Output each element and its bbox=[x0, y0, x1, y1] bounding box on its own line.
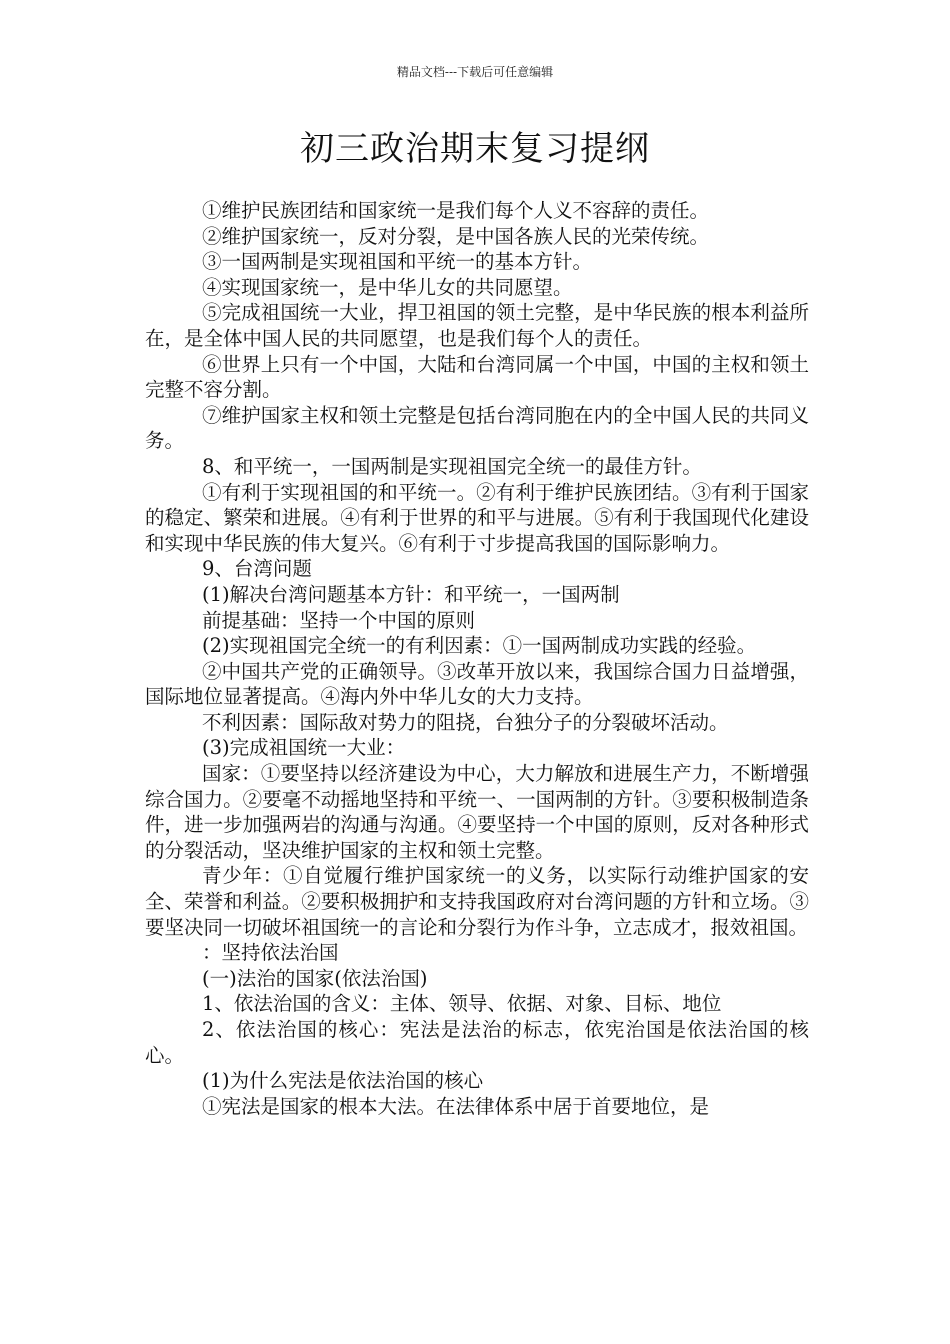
paragraph: ②中国共产党的正确领导。③改革开放以来，我国综合国力日益增强，国际地位显著提高。④海内外中华儿女的大力支持。 bbox=[145, 659, 809, 709]
paragraph: (2)实现祖国完全统一的有利因素：①一国两制成功实践的经验。 bbox=[202, 634, 757, 658]
paragraph: ③一国两制是实现祖国和平统一的基本方针。 bbox=[202, 250, 593, 274]
paragraph: 前提基础：坚持一个中国的原则 bbox=[202, 608, 476, 632]
paragraph: (1)解决台湾问题基本方针：和平统一，一国两制 bbox=[202, 582, 620, 606]
paragraph: ⑤完成祖国统一大业，捍卫祖国的领土完整，是中华民族的根本利益所在，是全体中国人民的共同愿望，也是我们每个人的责任。 bbox=[145, 301, 809, 350]
paragraph: 国家：①要坚持以经济建设为中心，大力解放和进展生产力，不断增强综合国力。②要毫不动摇地坚持和平统一、一国两制的方针。③要积极制造条件，进一步加强两岩的沟通与沟通。④要坚持一个中国的原则，反对各种形式的分裂活动，坚决维护国家的主权和领土完整。 bbox=[145, 762, 809, 862]
paragraph: (一)法治的国家(依法治国) bbox=[202, 966, 428, 990]
paragraph: ⑥世界上只有一个中国，大陆和台湾同属一个中国，中国的主权和领土完整不容分割。 bbox=[145, 352, 809, 402]
paragraph: (3)完成祖国统一大业： bbox=[202, 736, 406, 760]
paragraph: ：坚持依法治国 bbox=[202, 941, 339, 965]
document-body bbox=[145, 198, 809, 1119]
paragraph: 1、依法治国的含义：主体、领导、依据、对象、目标、地位 bbox=[202, 992, 722, 1016]
paragraph: 8、和平统一，一国两制是实现祖国完全统一的最佳方针。 bbox=[202, 454, 702, 478]
document-title: 初三政治期末复习提纲 bbox=[300, 129, 650, 169]
paragraph: ①宪法是国家的根本大法。在法律体系中居于首要地位，是 bbox=[202, 1094, 710, 1118]
paragraph: 9、台湾问题 bbox=[202, 557, 312, 581]
paragraph: (1)为什么宪法是依法治国的核心 bbox=[202, 1069, 484, 1093]
paragraph: 青少年：①自觉履行维护国家统一的义务，以实际行动维护国家的安全、荣誉和利益。②要积极拥护和支持我国政府对台湾问题的方针和立场。③要坚决同一切破坏祖国统一的言论和分裂行为作斗争，立志成才，报效祖国。 bbox=[145, 864, 809, 939]
paragraph: 2、依法治国的核心：宪法是法治的标志，依宪治国是依法治国的核心。 bbox=[145, 1018, 809, 1067]
paragraph: 不利因素：国际敌对势力的阻挠，台独分子的分裂破坏活动。 bbox=[202, 710, 729, 734]
header-note: 精品文档---下载后可任意编辑 bbox=[396, 65, 554, 79]
paragraph: ②维护国家统一，反对分裂，是中国各族人民的光荣传统。 bbox=[202, 224, 710, 248]
paragraph: ①维护民族团结和国家统一是我们每个人义不容辞的责任。 bbox=[202, 199, 710, 222]
paragraph: ④实现国家统一，是中华儿女的共同愿望。 bbox=[202, 275, 573, 299]
paragraph: ⑦维护国家主权和领土完整是包括台湾同胞在内的全中国人民的共同义务。 bbox=[145, 403, 809, 453]
paragraph: ①有利于实现祖国的和平统一。②有利于维护民族团结。③有利于国家的稳定、繁荣和进展。④有利于世界的和平与进展。⑤有利于我国现代化建设和实现中华民族的伟大复兴。⑥有利于寸步提高我国的国际影响力。 bbox=[145, 480, 809, 555]
